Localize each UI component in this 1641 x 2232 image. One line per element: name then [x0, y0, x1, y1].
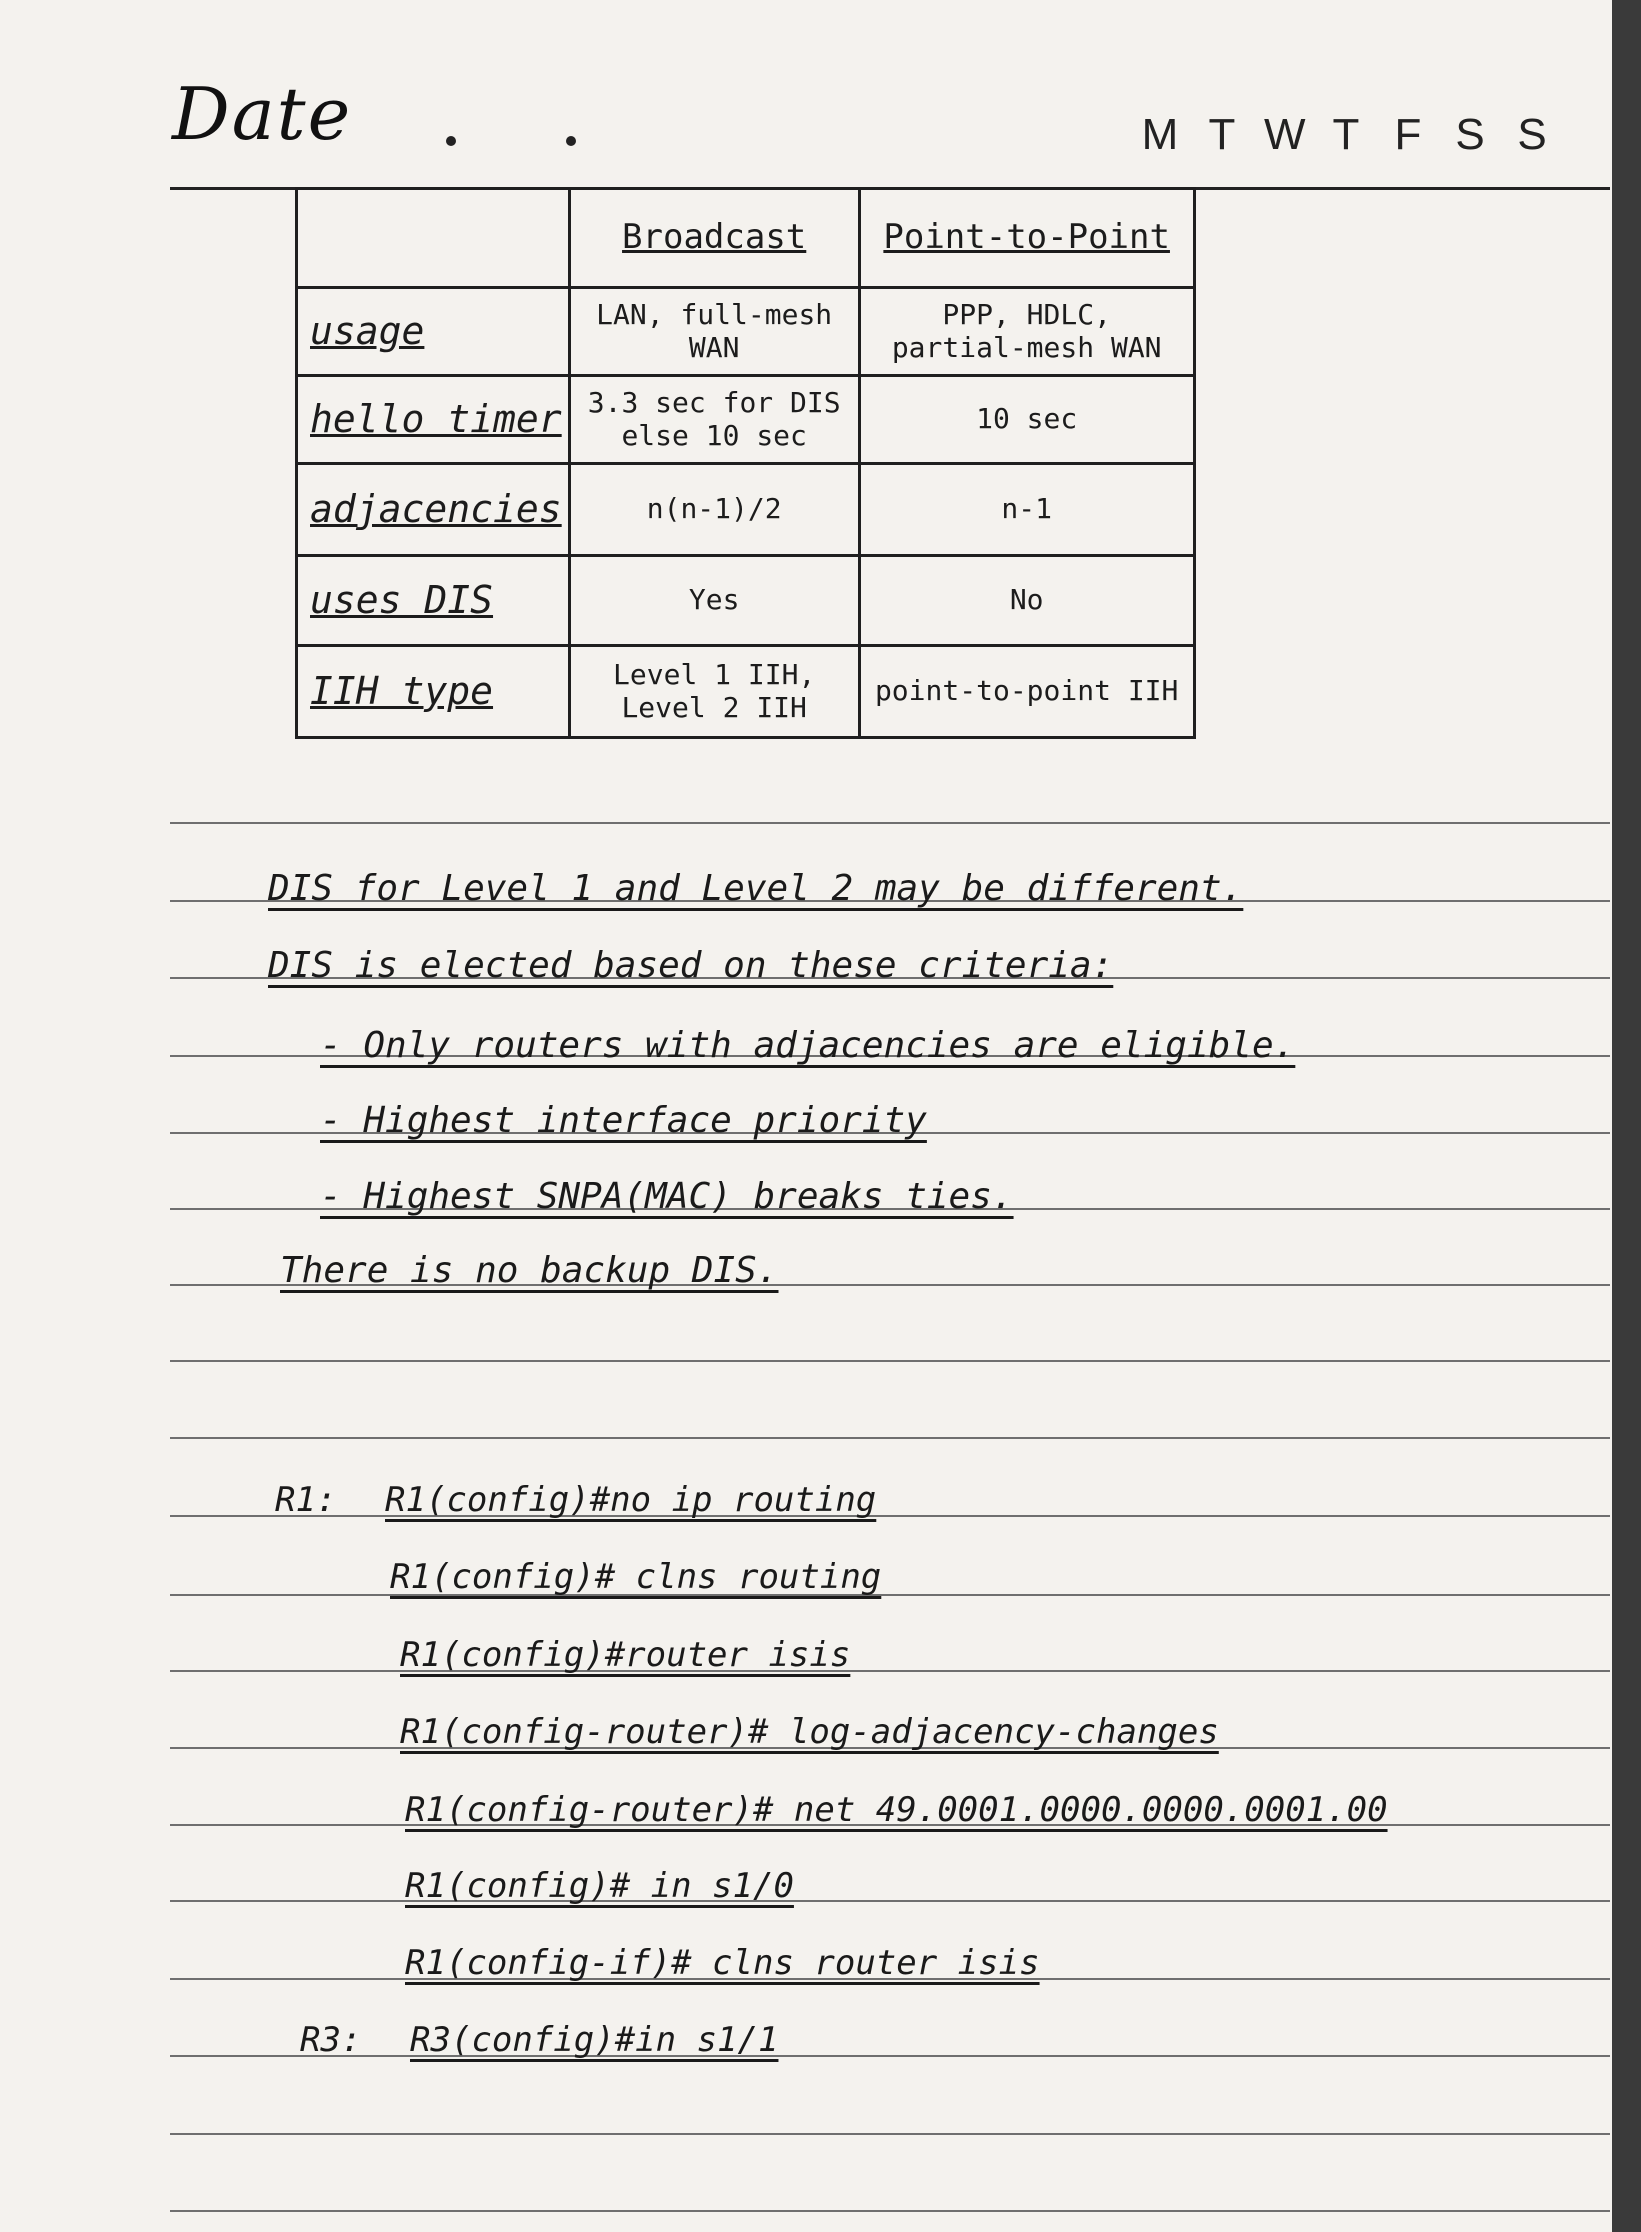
row-label-usage: usage	[297, 288, 570, 376]
date-separator-dot	[446, 136, 456, 146]
date-separator-dot	[566, 136, 576, 146]
note-line: DIS for Level 1 and Level 2 may be different.	[268, 868, 1244, 909]
config-command: R3(config)#in s1/1	[410, 2020, 779, 2060]
cell-broadcast-uses-dis: Yes	[569, 556, 859, 646]
weekday-thursday: T	[1332, 110, 1360, 159]
date-label: Date	[172, 72, 353, 156]
ruled-line	[170, 1670, 1610, 1672]
ruled-line	[170, 1900, 1610, 1902]
weekday-friday: F	[1394, 110, 1422, 159]
weekday-saturday: S	[1455, 110, 1485, 159]
cell-p2p-usage: PPP, HDLC, partial-mesh WAN	[859, 288, 1194, 376]
weekday-monday: M	[1141, 110, 1179, 159]
table-row	[297, 288, 1195, 376]
cell-p2p-adjacencies: n-1	[859, 464, 1194, 556]
note-line: DIS is elected based on these criteria:	[268, 945, 1114, 986]
ruled-line	[170, 1437, 1610, 1439]
config-command: R1(config-router)# log-adjacency-changes	[400, 1712, 1219, 1752]
ruled-line	[170, 2055, 1610, 2057]
row-label-uses-dis: uses DIS	[297, 556, 570, 646]
table-row	[297, 376, 1195, 464]
ruled-line	[170, 822, 1610, 824]
weekday-wednesday: W	[1264, 110, 1306, 159]
cell-p2p-uses-dis: No	[859, 556, 1194, 646]
cell-broadcast-usage: LAN, full-mesh WAN	[569, 288, 859, 376]
ruled-line	[170, 1360, 1610, 1362]
note-bullet: - Only routers with adjacencies are eligible.	[320, 1025, 1296, 1066]
ruled-line	[170, 2133, 1610, 2135]
note-line: There is no backup DIS.	[280, 1250, 779, 1291]
table-header-blank	[297, 189, 570, 288]
table-row	[297, 464, 1195, 556]
ruled-line	[170, 2210, 1610, 2212]
row-label-adjacencies: adjacencies	[297, 464, 570, 556]
cell-broadcast-iih-type: Level 1 IIH, Level 2 IIH	[569, 646, 859, 738]
table-row	[297, 646, 1195, 738]
row-label-iih-type: IIH type	[297, 646, 570, 738]
cell-p2p-hello-timer: 10 sec	[859, 376, 1194, 464]
row-label-hello-timer: hello timer	[297, 376, 570, 464]
config-command: R1(config)#no ip routing	[385, 1480, 877, 1520]
table-header-point-to-point: Point-to-Point	[859, 189, 1194, 288]
weekday-sunday: S	[1517, 110, 1547, 159]
config-router-label: R3:	[300, 2020, 362, 2060]
note-bullet: - Highest interface priority	[320, 1100, 927, 1141]
cell-p2p-iih-type: point-to-point IIH	[859, 646, 1194, 738]
table-row	[297, 556, 1195, 646]
weekday-tuesday: T	[1208, 110, 1236, 159]
table-header-broadcast: Broadcast	[569, 189, 859, 288]
weekday-row	[1140, 110, 1552, 160]
config-command: R1(config)# in s1/0	[405, 1866, 794, 1906]
config-command: R1(config)#router isis	[400, 1635, 851, 1675]
config-command: R1(config-router)# net 49.0001.0000.0000.0001.00	[405, 1790, 1388, 1830]
table-header-row	[297, 189, 1195, 288]
config-command: R1(config-if)# clns router isis	[405, 1943, 1040, 1983]
network-type-comparison-table	[295, 187, 1196, 739]
cell-broadcast-adjacencies: n(n-1)/2	[569, 464, 859, 556]
ruled-line	[170, 1594, 1610, 1596]
note-bullet: - Highest SNPA(MAC) breaks ties.	[320, 1176, 1014, 1217]
config-router-label: R1:	[275, 1480, 337, 1520]
config-command: R1(config)# clns routing	[390, 1557, 882, 1597]
cell-broadcast-hello-timer: 3.3 sec for DIS else 10 sec	[569, 376, 859, 464]
